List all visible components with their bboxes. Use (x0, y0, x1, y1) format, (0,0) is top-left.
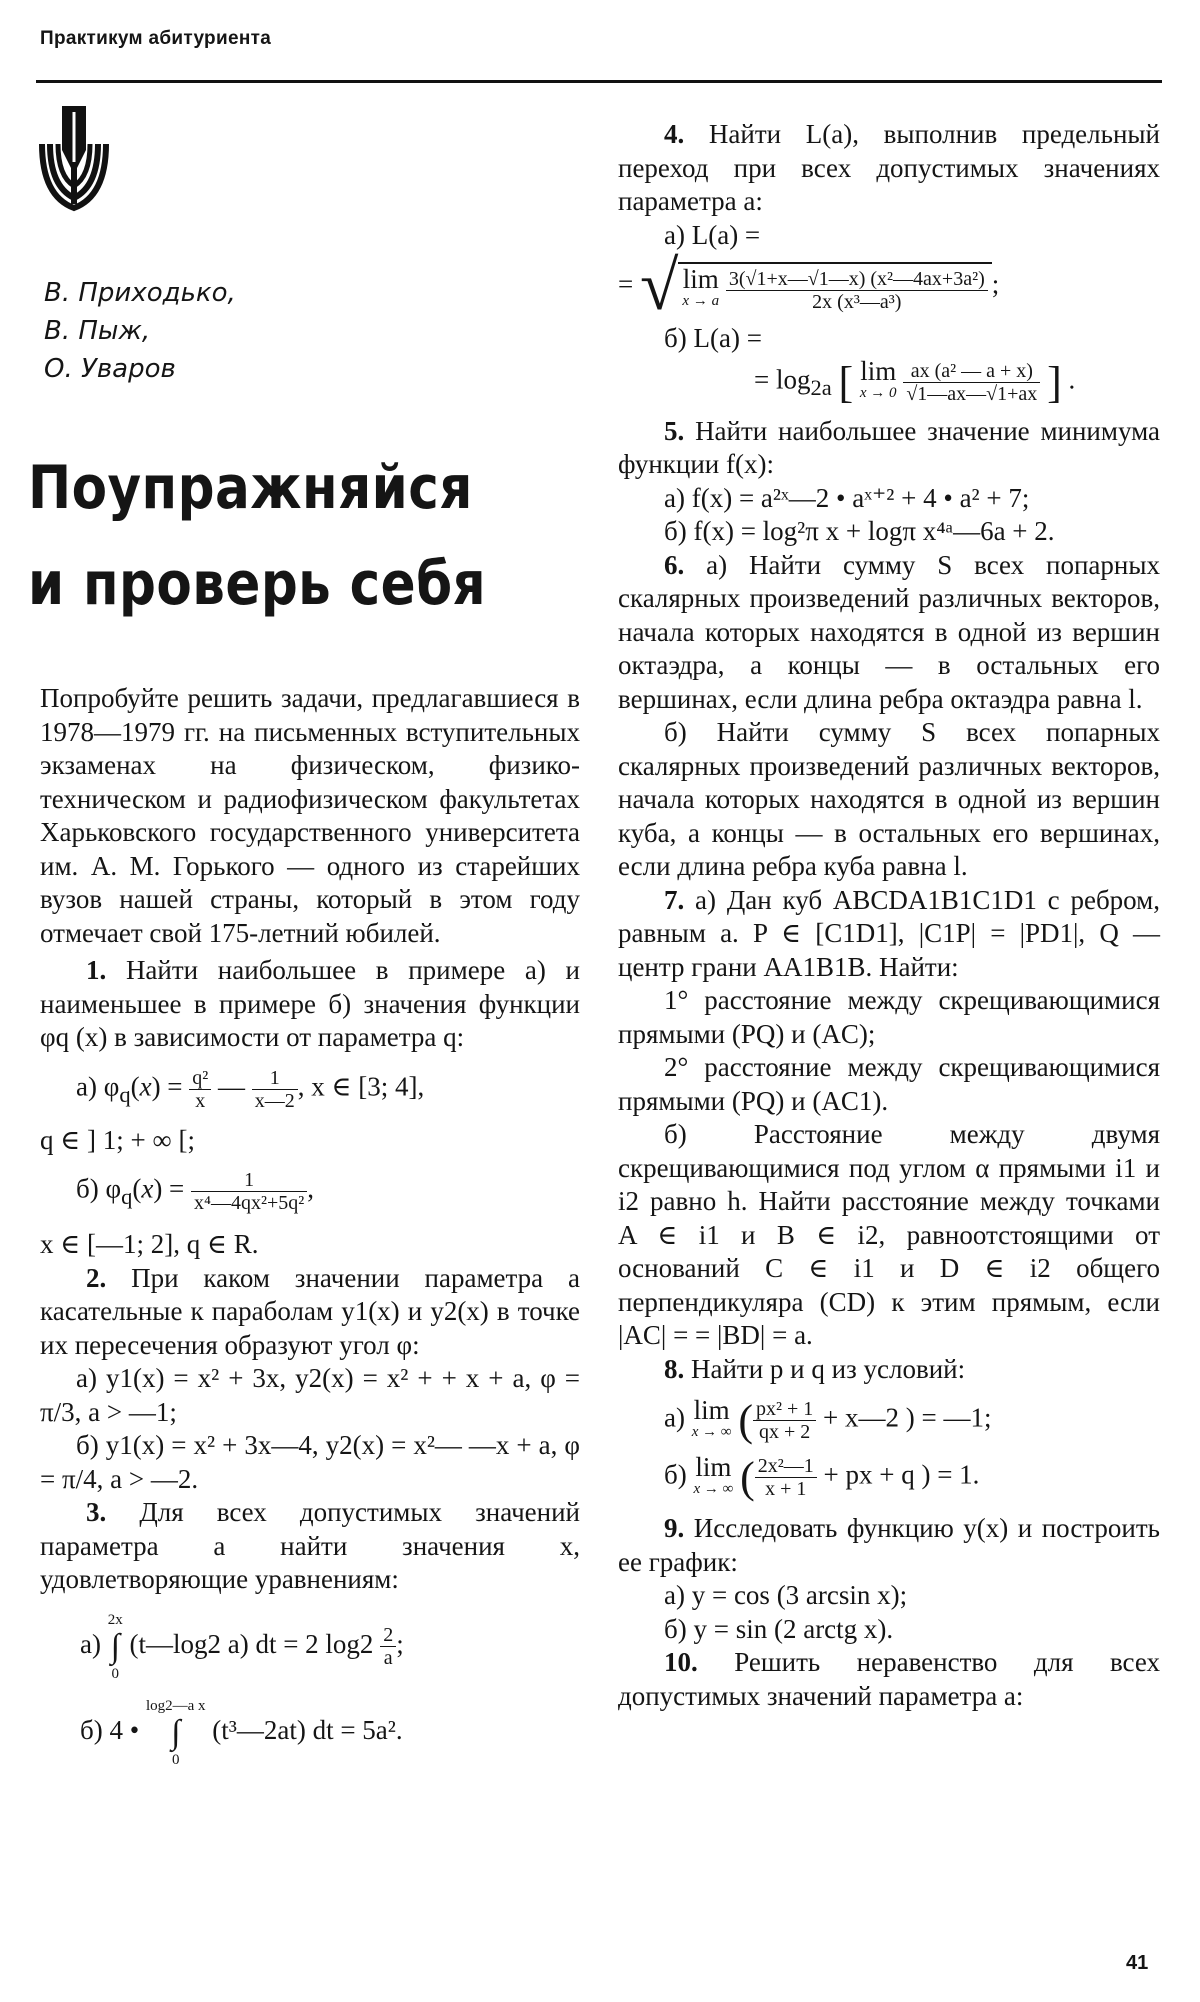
problem-8a-fraction: $\frac{\text{px² + 1}}{qx + 2}$ (753, 1398, 816, 1443)
integral-sign: 2x ∫ 0 (107, 1611, 123, 1682)
title-line-2: и проверь себя (28, 549, 487, 619)
problem-8b-label: б) (664, 1459, 687, 1490)
problem-8b-fraction: $\frac{\text{2x²—1}}{x + 1}$ (755, 1455, 817, 1500)
header-rule (36, 80, 1162, 83)
problem-10-text: Решить неравенство для всех допустимых значений параметра a: (618, 1647, 1160, 1711)
problem-7b-text: б) Расстояние между двумя скрещивающимися под углом α прямыми i1 и i2 равно h. Найти расстояние между точками A ∈ i1 и B ∈ i2, равноотстоящими от оснований C ∈ i1 и D ∈ i2 общего перпендикуляра (CD) к этим прямым, если |AC| = = |BD| = a. (618, 1119, 1160, 1350)
problem-1a-condition-2: q ∈ ] 1; + ∞ [; (40, 1124, 195, 1155)
problem-9-text: Исследовать функцию y(x) и построить ее график: (618, 1513, 1160, 1577)
fountain-pen-nib-logo (36, 104, 112, 212)
article-title (28, 440, 486, 632)
problem-7a-text: а) Дан куб ABCDA1B1C1D1 с ребром, равным a. P ∈ [C1D1], |C1P| = |PD1|, Q — центр грани AA1B1B. Найти: (618, 884, 1161, 982)
problem-6a-text: а) Найти сумму S всех попарных скалярных произведений различных векторов, начала которых находятся в одной из вершин октаэдра, а концы — в остальных его вершинах, если длина ребра октаэдра равна l. (618, 549, 1160, 714)
problem-8a-rest: + x—2 ) = —1; (823, 1402, 992, 1433)
problem-2a: а) y1(x) = x² + 3x, y2(x) = x² + + x + a, φ = π/3, a > —1; (40, 1363, 580, 1427)
problem-4a-formula: = √ lim x → a $\frac{\text{3(√1+x—√1—x) (x²—4ax+3a²)}}{\text{2x (x³—a³)}}$ ; (618, 248, 1000, 325)
problem-6b-text: б) Найти сумму S всех попарных скалярных произведений различных векторов, начала которых находятся в одной из вершин куба, а концы — в остальных его вершинах, если длина ребра куба равна l. (618, 717, 1160, 881)
limit-operator: lim x → 0 (859, 356, 897, 401)
problem-6-number: 6. (664, 549, 685, 580)
author-1: В. Приходько, (44, 278, 236, 308)
problem-1b-formula: б) $\varphi_q(x)$ = $\frac{1}{\text{x⁴—4qx²+5q²}}$ , (76, 1169, 315, 1214)
fraction-1-over-x-2: $\frac{1}{x—2}$ (252, 1067, 298, 1112)
lower-limit: 0 (171, 1751, 180, 1768)
problem-1b-condition: x ∈ [—1; 2], q ∈ R. (40, 1229, 259, 1259)
problem-10-number: 10. (664, 1647, 698, 1677)
problem-6 (618, 549, 1160, 717)
limit-operator: lim x → ∞ (691, 1394, 732, 1440)
problem-4b-label: б) L(a) = (664, 323, 762, 353)
problem-9-number: 9. (664, 1513, 685, 1543)
fraction-2-over-a: $\frac{2}{a}$ (380, 1624, 396, 1669)
problem-1b-label: б) (76, 1173, 99, 1204)
page-number: 41 (1126, 1952, 1149, 1974)
problem-3-number: 3. (86, 1497, 107, 1527)
problem-5a: а) f(x) = a²ˣ—2 • aˣ⁺² + 4 • a² + 7; (664, 482, 1030, 513)
fraction-1-over-quartic: $\frac{1}{\text{x⁴—4qx²+5q²}}$ (191, 1169, 307, 1214)
left-column (40, 682, 580, 1781)
problem-10 (618, 1646, 1160, 1713)
upper-limit: 2x (107, 1611, 123, 1628)
limit-operator: lim x → ∞ (693, 1451, 734, 1497)
problem-1a-label: а) (76, 1071, 97, 1102)
problem-4-number: 4. (664, 119, 685, 149)
problem-8a-formula: а) lim x → ∞ ( $\frac{\text{px² + 1}}{qx + 2}$ + x—2 ) = —1; (664, 1394, 992, 1445)
problem-9a: а) y = cos (3 arcsin x); (664, 1580, 908, 1610)
problem-1a-formula: а) $\varphi_q(x)$ = $\frac{\text{q²}}{x}$ — $\frac{1}{x—2}$ , x ∈ [3; 4], (76, 1066, 425, 1112)
problem-3 (40, 1496, 580, 1597)
problem-3b-expression: (t³—2at) dt = 5a². (212, 1714, 403, 1745)
problem-2b: б) y1(x) = x² + 3x—4, y2(x) = x²— —x + a, φ = π/4, a > —2. (40, 1430, 580, 1494)
lower-limit: 0 (111, 1665, 119, 1682)
author-2: В. Пыж, (44, 316, 151, 346)
problem-4b-formula: = $\log_{2a}$ [ lim x → 0 $\frac{\text{ax (a² — a + x)}}{√1—ax—√1+ax}$ ] . (754, 356, 1076, 407)
problem-7 (618, 884, 1160, 985)
problem-5b: б) f(x) = log²π x + logπ x⁴ᵃ—6a + 2. (664, 516, 1055, 546)
integral-sign: log2—a x ∫ 0 (145, 1697, 206, 1768)
problem-1a-condition: , x ∈ [3; 4], (297, 1071, 425, 1102)
problem-4 (618, 118, 1160, 219)
problem-3-text: Для всех допустимых значений параметра a найти значения x, удовлетворяющие уравнениям: (40, 1497, 581, 1594)
upper-limit: log2—a x (145, 1697, 206, 1714)
problem-8 (618, 1353, 1160, 1387)
limit-operator: lim x → a (682, 264, 720, 309)
problem-2 (40, 1262, 580, 1363)
problem-5-text: Найти наибольшее значение минимума функции f(x): (618, 415, 1160, 479)
problem-7-number: 7. (664, 884, 685, 915)
problem-8a-label: а) (664, 1402, 685, 1433)
problem-4-text: Найти L(a), выполнив предельный переход при всех допустимых значениях параметра a: (618, 119, 1160, 216)
problem-8-number: 8. (664, 1353, 685, 1384)
problem-3a-expression: (t—log2 a) dt = 2 log2 (129, 1628, 374, 1659)
problem-8b-rest: + px + q ) = 1. (823, 1459, 980, 1490)
problem-4a-label: а) L(a) = (664, 219, 761, 250)
problem-9b: б) y = sin (2 arctg x). (664, 1613, 894, 1644)
authors (44, 274, 236, 388)
problem-3a-formula: а) 2x ∫ 0 (t—log2 a) dt = 2 log2 $\frac{2}{a}$ ; (80, 1611, 404, 1682)
problem-3a-label: а) (80, 1628, 101, 1659)
problem-3b-label: б) 4 • (80, 1714, 140, 1745)
square-root: √ lim x → a $\frac{\text{3(√1+x—√1—x) (x²—4ax+3a²)}}{\text{2x (x³—a³)}}$ (640, 252, 992, 322)
right-column (618, 118, 1160, 1713)
fraction-q2-over-x: $\frac{\text{q²}}{x}$ (189, 1067, 211, 1112)
problem-5-number: 5. (664, 415, 685, 446)
problem-9 (618, 1512, 1160, 1579)
problem-2-text: При каком значении параметра a касательные к параболам y1(x) и y2(x) в точке их пересечения образуют угол φ: (40, 1262, 580, 1360)
problem-4a-fraction: $\frac{\text{3(√1+x—√1—x) (x²—4ax+3a²)}}{\text{2x (x³—a³)}}$ (726, 268, 988, 313)
intro-paragraph: Попробуйте решить задачи, предлагавшиеся в 1978—1979 гг. на письменных вступительных экзаменах на физическом, физико-техническом и радиофизическом факультетах Харьковского государственного университета им. А. М. Горького — одного из старейших вузов нашей страны, который в этом году отмечает свой 175-летний юбилей. (40, 683, 580, 948)
problem-7-item-1: 1° расстояние между скрещивающимися прямыми (PQ) и (AC); (618, 985, 1160, 1049)
problem-1-text: Найти наибольшее в примере а) и наименьшее в примере б) значения функции φq (x) в зависимости от параметра q: (40, 955, 580, 1052)
problem-4b-fraction: $\frac{\text{ax (a² — a + x)}}{√1—ax—√1+ax}$ (903, 360, 1040, 405)
problem-3b-formula (80, 1697, 580, 1769)
problem-8b-formula: б) lim x → ∞ ( $\frac{\text{2x²—1}}{x + 1}$ + px + q ) = 1. (664, 1451, 980, 1502)
problem-1-number: 1. (86, 955, 107, 985)
section-header: Практикум абитуриента (40, 28, 272, 49)
author-3: О. Уваров (44, 354, 176, 384)
title-line-1: Поупражняйся (28, 453, 473, 523)
problem-1 (40, 954, 580, 1055)
problem-5 (618, 415, 1160, 482)
problem-2-number: 2. (86, 1262, 107, 1293)
problem-8-text: Найти p и q из условий: (691, 1353, 966, 1384)
problem-7-item-2: 2° расстояние между скрещивающимися прямыми (PQ) и (AC1). (618, 1052, 1160, 1116)
